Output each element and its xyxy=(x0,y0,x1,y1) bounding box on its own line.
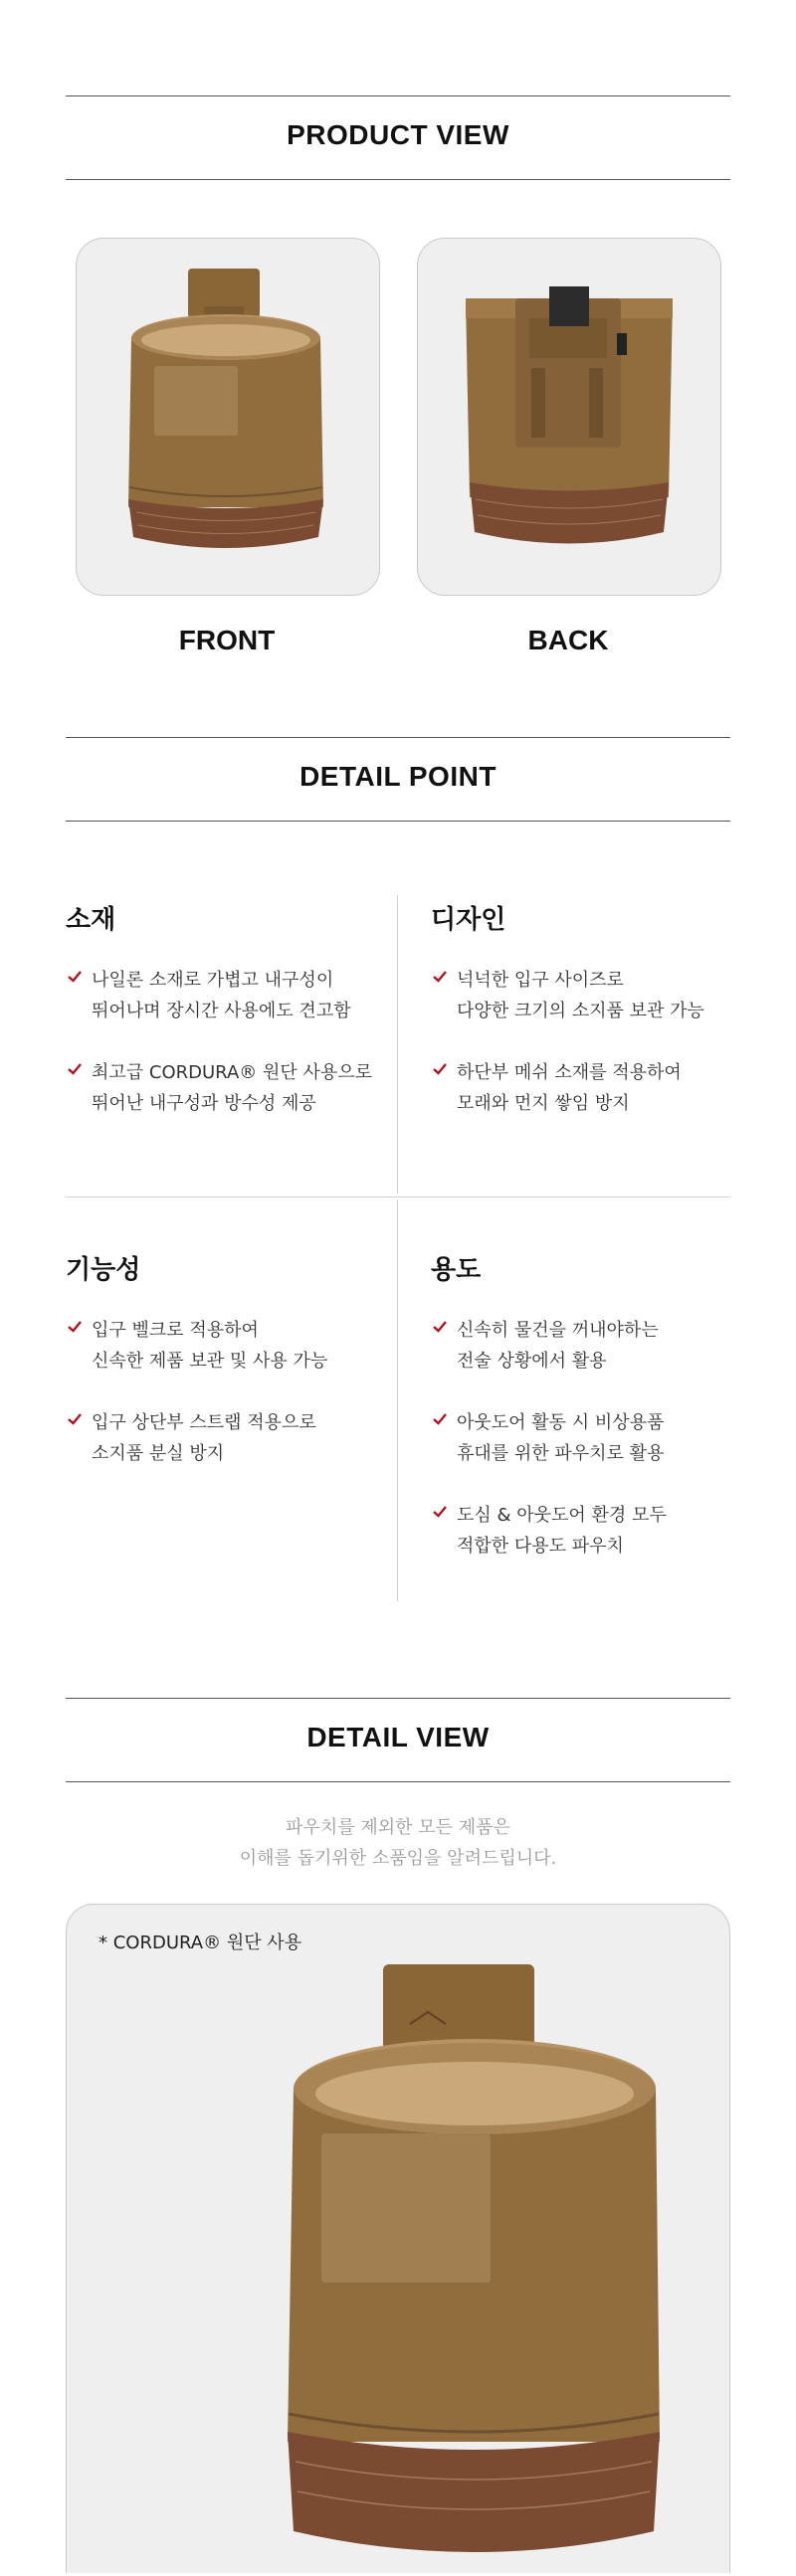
feature-item xyxy=(431,1315,759,1379)
category-title-usage: 용도 xyxy=(431,1255,482,1285)
feature-text: 도심 & 아웃도어 환경 모두 적합한 다용도 파우치 xyxy=(457,1505,667,1557)
grid-vertical-divider-top xyxy=(397,895,398,1194)
check-icon xyxy=(66,1318,84,1336)
feature-text: 하단부 메쉬 소재를 적용하여 모래와 먼지 쌓임 방지 xyxy=(457,1062,682,1114)
check-icon xyxy=(431,1060,449,1078)
feature-text: 아웃도어 활동 시 비상용품 휴대를 위한 파우치로 활용 xyxy=(457,1412,665,1464)
detail-caption: * CORDURA® 원단 사용 xyxy=(99,1932,302,1953)
check-icon xyxy=(431,1318,449,1336)
feature-item xyxy=(66,965,394,1028)
back-pouch-image xyxy=(418,239,720,595)
grid-vertical-divider-bottom xyxy=(397,1199,398,1601)
feature-item xyxy=(431,1407,759,1471)
detail-view-top-rule xyxy=(66,1698,730,1699)
detail-view-bottom-rule xyxy=(66,1781,730,1782)
detail-point-title: DETAIL POINT xyxy=(299,761,497,792)
detail-pouch-image xyxy=(67,1905,729,2573)
detail-point-top-rule xyxy=(66,737,730,738)
back-label: BACK xyxy=(527,625,609,655)
feature-text: 최고급 CORDURA® 원단 사용으로 뛰어난 내구성과 방수성 제공 xyxy=(92,1062,373,1114)
check-icon xyxy=(431,1410,449,1428)
feature-item xyxy=(431,965,759,1028)
check-icon xyxy=(66,1060,84,1078)
product-view-title: PRODUCT VIEW xyxy=(287,119,509,150)
feature-item xyxy=(431,1057,759,1121)
front-pouch-image xyxy=(77,239,379,595)
category-title-material: 소재 xyxy=(66,905,116,935)
detail-image-card xyxy=(66,1904,730,2573)
grid-horizontal-divider xyxy=(66,1196,730,1197)
feature-text: 입구 상단부 스트랩 적용으로 소지품 분실 방지 xyxy=(92,1412,316,1464)
check-icon xyxy=(431,968,449,986)
feature-item xyxy=(66,1315,394,1379)
feature-text: 넉넉한 입구 사이즈로 다양한 크기의 소지품 보관 가능 xyxy=(457,970,704,1021)
category-title-design: 디자인 xyxy=(431,905,506,935)
feature-text: 신속히 물건을 꺼내야하는 전술 상황에서 활용 xyxy=(457,1320,659,1372)
front-image-card xyxy=(76,238,380,596)
back-image-card xyxy=(417,238,721,596)
check-icon xyxy=(431,1503,449,1521)
product-view-top-rule xyxy=(66,95,730,96)
product-view-bottom-rule xyxy=(66,179,730,180)
detail-view-title: DETAIL VIEW xyxy=(306,1722,490,1752)
check-icon xyxy=(66,968,84,986)
front-label: FRONT xyxy=(178,625,276,655)
feature-item xyxy=(66,1407,394,1471)
feature-text: 나일론 소재로 가볍고 내구성이 뛰어나며 장시간 사용에도 견고함 xyxy=(92,970,351,1021)
feature-item xyxy=(66,1057,394,1121)
category-title-function: 기능성 xyxy=(66,1255,141,1285)
detail-view-note: 파우치를 제외한 모든 제품은 이해를 돕기위한 소품임을 알려드립니다. xyxy=(239,1817,557,1869)
check-icon xyxy=(66,1410,84,1428)
detail-point-bottom-rule xyxy=(66,821,730,822)
feature-text: 입구 벨크로 적용하여 신속한 제품 보관 및 사용 가능 xyxy=(92,1320,328,1372)
feature-item xyxy=(431,1500,759,1564)
